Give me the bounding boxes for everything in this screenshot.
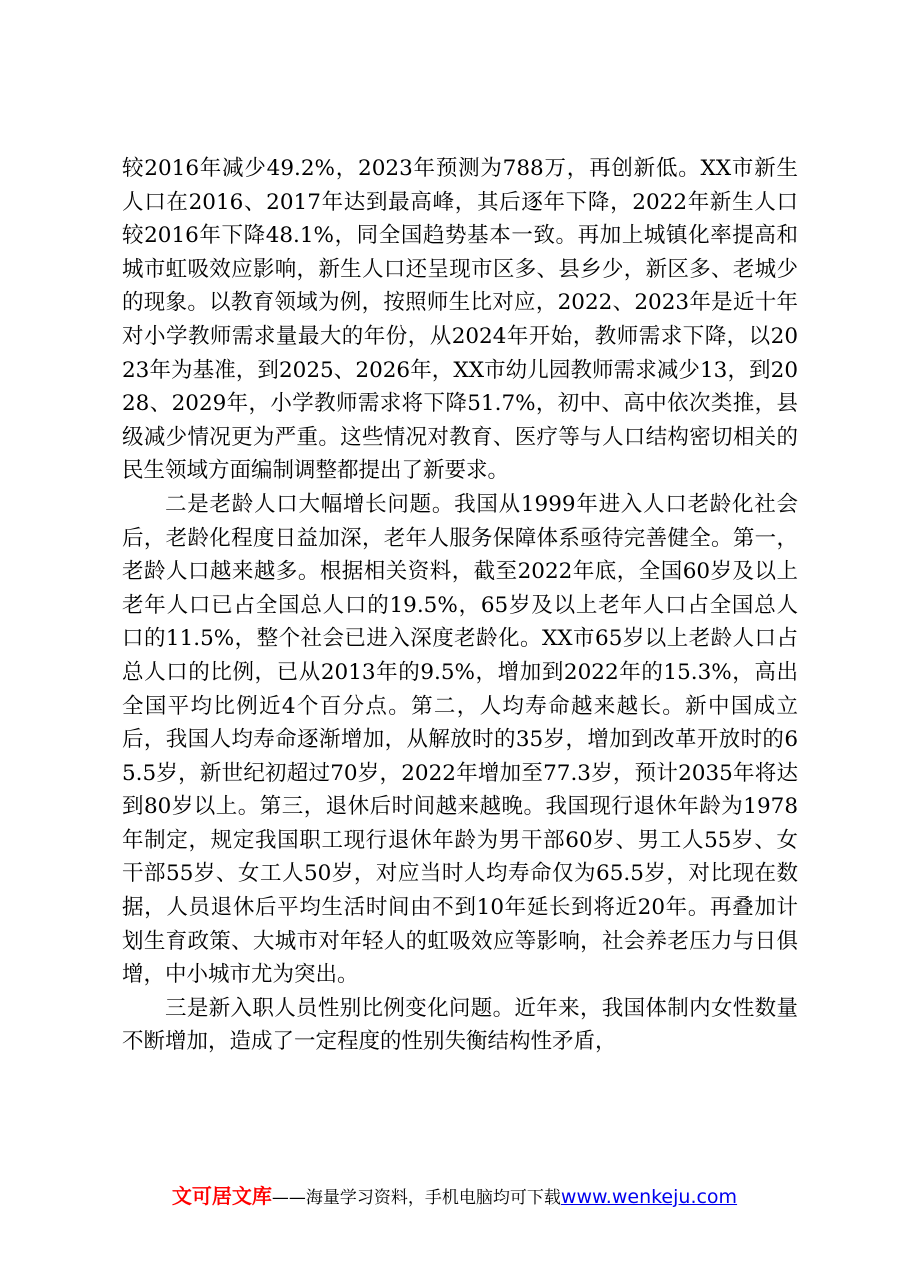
footer-slogan: ——海量学习资料，手机电脑均可下载 bbox=[271, 1188, 561, 1208]
footer-brand: 文可居文库 bbox=[171, 1184, 272, 1208]
footer-website-link[interactable]: www.wenkeju.com bbox=[560, 1186, 738, 1208]
document-body bbox=[122, 152, 798, 1059]
paragraph-3: 三是新入职人员性别比例变化问题。近年来，我国体制内女性数量不断增加，造成了一定程度的性别失衡结构性矛盾， bbox=[122, 995, 798, 1055]
footer-banner bbox=[0, 1181, 909, 1213]
paragraph-1: 较2016年减少49.2%，2023年预测为788万，再创新低。XX市新生人口在2016、2017年达到最高峰，其后逐年下降，2022年新生人口较2016年下降48.1%，同全国趋势基本一致。再加上城镇化率提高和城市虹吸效应影响，新生人口还呈现市区多、县乡少，新区多、老城少的现象。以教育领域为例，按照师生比对应，2022、2023年是近十年对小学教师需求量最大的年份，从2024年开始，教师需求下降，以2023年为基准，到2025、2026年，XX市幼儿园教师需求减少13，到2028、2029年，小学教师需求将下降51.7%，初中、高中依次类推，县级减少情况更为严重。这些情况对教育、医疗等与人口结构密切相关的民生领域方面编制调整都提出了新要求。 bbox=[122, 156, 798, 484]
paragraph-2: 二是老龄人口大幅增长问题。我国从1999年进入人口老龄化社会后，老龄化程度日益加深，老年人服务保障体系亟待完善健全。第一，老龄人口越来越多。根据相关资料，截至2022年底，全国60岁及以上老年人口已占全国总人口的19.5%，65岁及以上老年人口占全国总人口的11.5%，整个社会已进入深度老龄化。XX市65岁以上老龄人口占总人口的比例，已从2013年的9.5%，增加到2022年的15.3%，高出全国平均比例近4个百分点。第二，人均寿命越来越长。新中国成立后，我国人均寿命逐渐增加，从解放时的35岁，增加到改革开放时的65.5岁，新世纪初超过70岁，2022年增加至77.3岁，预计2035年将达到80岁以上。第三，退休后时间越来越晚。我国现行退休年龄为1978年制定，规定我国职工现行退休年龄为男干部60岁、男工人55岁、女干部55岁、女工人50岁，对应当时人均寿命仅为65.5岁，对比现在数据，人员退休后平均生活时间由不到10年延长到将近20年。再叠加计划生育政策、大城市对年轻人的虹吸效应等影响，社会养老压力与日俱增，中小城市尤为突出。 bbox=[122, 491, 799, 988]
